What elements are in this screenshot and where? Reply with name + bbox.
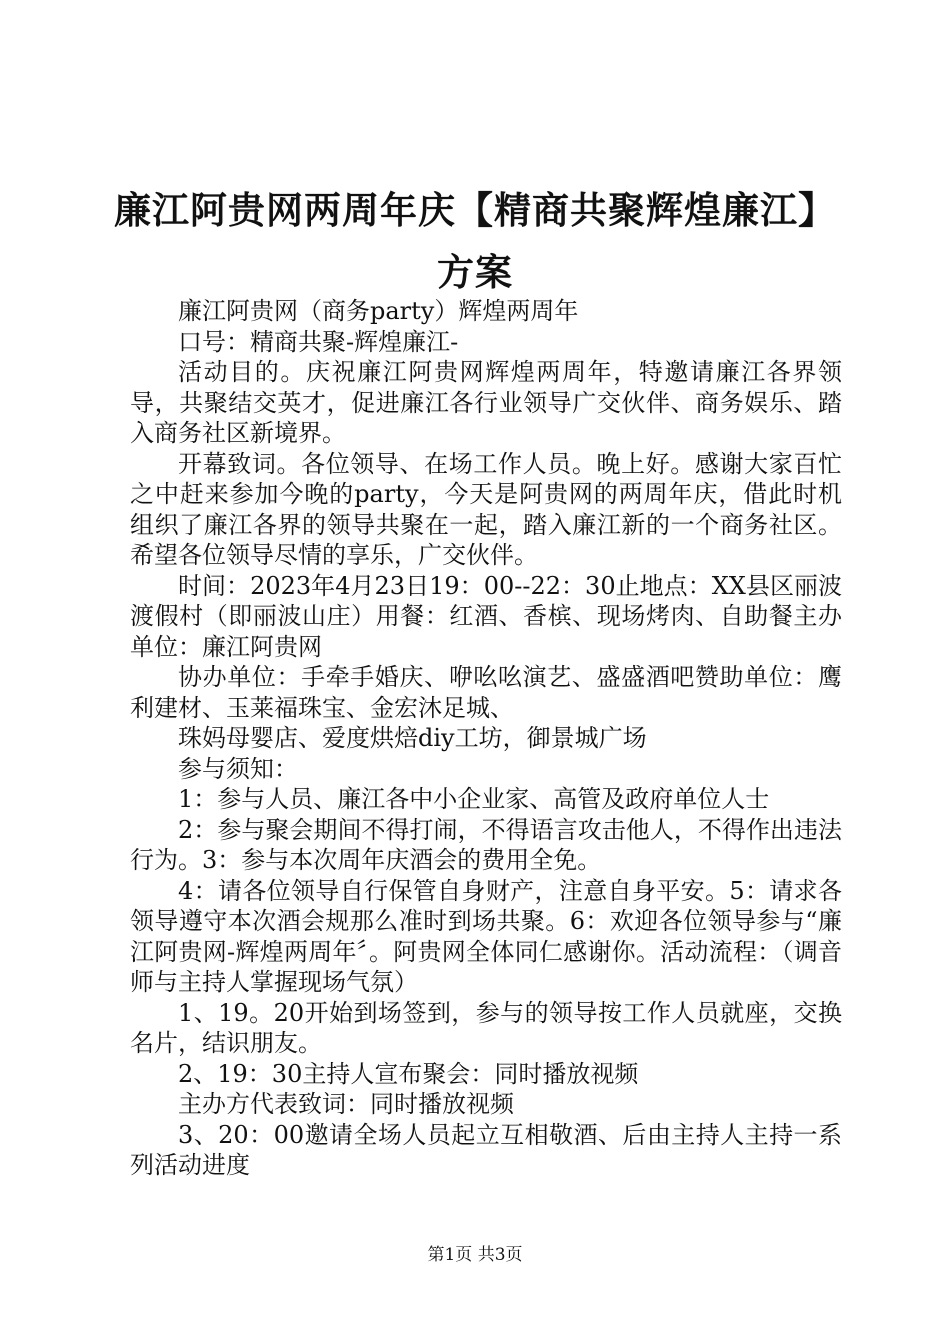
paragraph-flow-2: 2、19：30主持人宣布聚会：同时播放视频 xyxy=(178,1059,639,1088)
paragraph-purpose: 活动目的。庆祝廉江阿贵网辉煌两周年，特邀请廉江各界领导，共聚结交英才，促进廉江各行业领导广交伙伴、商务娱乐、踏入商务社区新境界。 xyxy=(130,358,842,447)
paragraph-flow-1: 1、19。20开始到场签到，参与的领导按工作人员就座，交换名片，结识朋友。 xyxy=(130,998,842,1057)
paragraph-co-organizers: 协办单位：手牵手婚庆、咿吆吆演艺、盛盛酒吧赞助单位：鹰利建材、玉莱福珠宝、金宏沐足城、 xyxy=(130,663,842,722)
paragraph-time-location: 时间：2023年4月23日19：00--22：30止地点：XX县区丽波渡假村（即丽波山庄）用餐：红酒、香槟、现场烤肉、自助餐主办单位：廉江阿贵网 xyxy=(130,571,842,661)
paragraph-notice-heading: 参与须知： xyxy=(178,754,298,783)
paragraph-opening-speech: 开幕致词。各位领导、在场工作人员。晚上好。感谢大家百忙之中赶来参加今晚的party，今天是阿贵网的两周年庆，借此时机组织了廉江各界的领导共聚在一起，踏入廉江新的一个商务社区。希望各位领导尽情的享乐，广交伙伴。 xyxy=(130,449,842,569)
paragraph-notice-1: 1：参与人员、廉江各中小企业家、高管及政府单位人士 xyxy=(178,785,770,813)
paragraph-host-speech: 主办方代表致词：同时播放视频 xyxy=(178,1090,514,1118)
paragraph-flow-3: 3、20：00邀请全场人员起立互相敬酒、后由主持人主持一系列活动进度 xyxy=(130,1120,842,1179)
paragraph-event-name: 廉江阿贵网（商务party）辉煌两周年 xyxy=(178,297,579,325)
paragraph-notice-2-3: 2：参与聚会期间不得打闹，不得语言攻击他人，不得作出违法行为。3：参与本次周年庆酒会的费用全免。 xyxy=(130,815,842,874)
paragraph-slogan: 口号：精商共聚-辉煌廉江- xyxy=(178,327,459,356)
document-title: 廉江阿贵网两周年庆【精商共聚辉煌廉江】方案 xyxy=(114,189,836,294)
page-indicator: 第1页 共3页 xyxy=(427,1245,523,1265)
paragraph-sponsors: 珠妈母婴店、爱度烘焙diy工坊，御景城广场 xyxy=(178,724,647,752)
document-body xyxy=(130,296,842,1181)
paragraph-notice-4-6: 4：请各位领导自行保管自身财产，注意自身平安。5：请求各领导遵守本次酒会规那么准时到场共聚。6：欢迎各位领导参与“廉江阿贵网-辉煌两周年〞。阿贵网全体同仁感谢你。活动流程：（调音师与主持人掌握现场气氛） xyxy=(130,876,842,996)
